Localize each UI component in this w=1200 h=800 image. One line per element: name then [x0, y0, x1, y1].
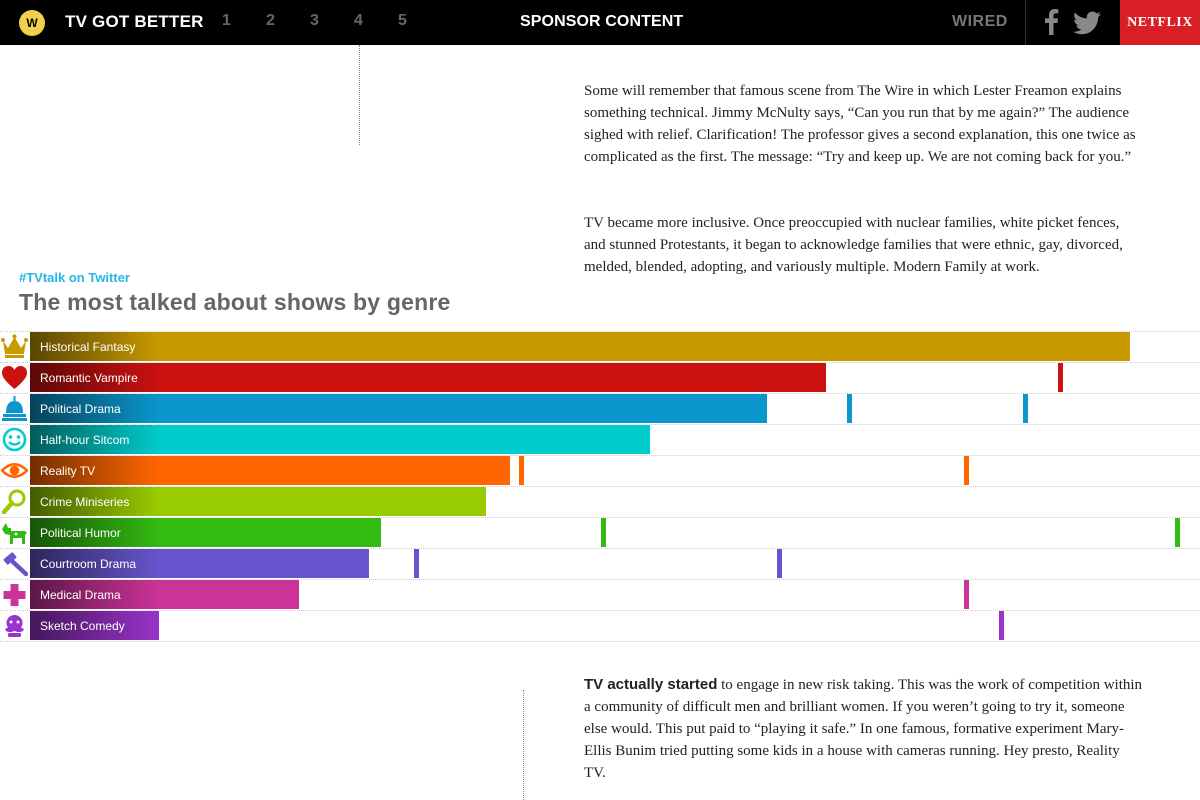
- bar[interactable]: [30, 487, 486, 516]
- chart-row: [0, 517, 1200, 548]
- marker-tick[interactable]: [519, 456, 524, 485]
- chapter-nav: [222, 12, 442, 30]
- chart-row: [0, 486, 1200, 517]
- chart-row: [0, 424, 1200, 455]
- bar-label: Half-hour Sitcom: [40, 433, 130, 447]
- paragraph-lead-in: TV actually started: [584, 676, 718, 693]
- marker-tick[interactable]: [601, 518, 606, 547]
- bar[interactable]: [30, 518, 381, 547]
- eye-icon: [1, 458, 28, 483]
- chapter-link-3[interactable]: 3: [310, 12, 319, 29]
- twitter-icon[interactable]: [1073, 11, 1101, 35]
- marker-tick[interactable]: [1023, 394, 1028, 423]
- mustache-icon: [1, 613, 28, 638]
- bar-label: Medical Drama: [40, 588, 121, 602]
- bar-label: Historical Fantasy: [40, 340, 136, 354]
- bar-label: Sketch Comedy: [40, 619, 125, 633]
- bar[interactable]: [30, 611, 159, 640]
- marker-tick[interactable]: [1058, 363, 1063, 392]
- chart-hashtag[interactable]: #TVtalk on Twitter: [19, 270, 130, 285]
- chapter-link-5[interactable]: 5: [398, 12, 407, 29]
- heart-icon: [1, 365, 28, 390]
- article-paragraph-3: [584, 674, 1144, 784]
- wired-logo-icon[interactable]: W: [19, 10, 45, 36]
- chart-row: [0, 610, 1200, 641]
- genre-bar-chart: [0, 331, 1200, 642]
- chapter-link-2[interactable]: 2: [266, 12, 275, 29]
- bar-label: Romantic Vampire: [40, 371, 138, 385]
- bar-label: Crime Miniseries: [40, 495, 130, 509]
- top-nav-bar: [0, 0, 1200, 45]
- bar[interactable]: [30, 425, 650, 454]
- facebook-icon[interactable]: [1043, 9, 1059, 35]
- bar[interactable]: [30, 332, 1130, 361]
- marker-tick[interactable]: [414, 549, 419, 578]
- bar-label: Political Humor: [40, 526, 121, 540]
- bar[interactable]: [30, 580, 299, 609]
- chart-title: The most talked about shows by genre: [19, 289, 451, 315]
- smiley-icon: [1, 427, 28, 452]
- chart-row: [0, 331, 1200, 362]
- article-paragraph-1: Some will remember that famous scene from The Wire in which Lester Freamon explains something technical. Jimmy McNulty says, “Can you run that by me again?” The audience sighed with relief. Clarification! The professor gives a second explanation, this one twice as complicated as the first. The message: “Try and keep up. We are not coming back for you.”: [584, 83, 1136, 165]
- chapter-link-1[interactable]: 1: [222, 12, 231, 29]
- chart-row: [0, 579, 1200, 610]
- magnifier-icon: [1, 489, 28, 514]
- chapter-link-4[interactable]: 4: [354, 12, 363, 29]
- bar-label: Courtroom Drama: [40, 557, 137, 571]
- row-separator: [0, 610, 1200, 611]
- nav-divider: [1025, 0, 1026, 45]
- marker-tick[interactable]: [1175, 518, 1180, 547]
- marker-tick[interactable]: [999, 611, 1004, 640]
- donkey-icon: [1, 520, 28, 545]
- article-paragraph-2: TV became more inclusive. Once preoccupied with nuclear families, white picket fences, and stunned Protestants, it began to acknowledge families that were ethnic, gay, divorced, melded, blended, adopting, and variously multiple. Modern Family at work.: [584, 215, 1123, 275]
- marker-tick[interactable]: [847, 394, 852, 423]
- chart-row: [0, 455, 1200, 486]
- sponsor-content-label: SPONSOR CONTENT: [520, 13, 684, 30]
- wired-link[interactable]: WIRED: [952, 13, 1008, 30]
- netflix-logo[interactable]: NETFLIX: [1120, 0, 1200, 45]
- chart-row: [0, 393, 1200, 424]
- paragraph-body: to engage in new risk taking. This was the work of competition within a community of difficult men and brilliant women. If you weren’t going to try it, someone else would. This put paid to “playing it safe.” In one famous, formative experiment Mary-Ellis Bunim tried putting some kids in a house with cameras running. Hey presto, Reality TV.: [584, 677, 1143, 781]
- brand-title[interactable]: TV GOT BETTER: [65, 12, 204, 31]
- row-separator: [0, 641, 1200, 642]
- bar-label: Reality TV: [40, 464, 96, 478]
- bar-label: Political Drama: [40, 402, 121, 416]
- bar[interactable]: [30, 363, 826, 392]
- crown-icon: [1, 334, 28, 359]
- chart-row: [0, 362, 1200, 393]
- bar[interactable]: [30, 394, 767, 423]
- marker-tick[interactable]: [777, 549, 782, 578]
- dotted-guide-line: [359, 45, 360, 145]
- bar[interactable]: [30, 456, 510, 485]
- bar[interactable]: [30, 549, 369, 578]
- gavel-icon: [1, 551, 28, 576]
- dotted-guide-line: [523, 690, 524, 800]
- chart-row: [0, 548, 1200, 579]
- marker-tick[interactable]: [964, 456, 969, 485]
- marker-tick[interactable]: [964, 580, 969, 609]
- capitol-dome-icon: [1, 396, 28, 421]
- medical-cross-icon: [1, 582, 28, 607]
